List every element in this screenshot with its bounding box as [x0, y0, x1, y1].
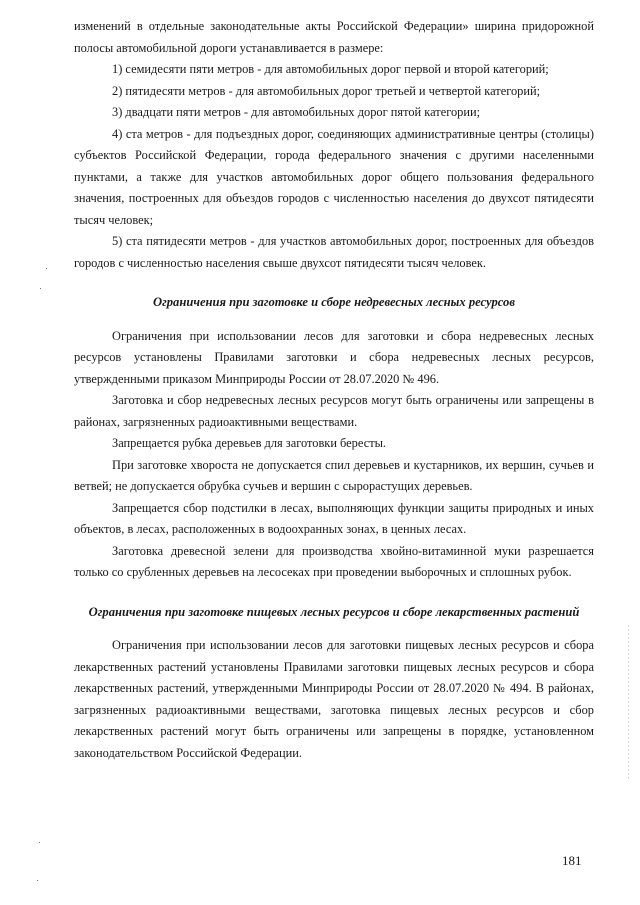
list-item-1: 1) семидесяти пяти метров - для автомобильных дорог первой и второй категорий;: [112, 62, 549, 76]
section-heading-non-timber: Ограничения при заготовке и сборе недревесных лесных ресурсов: [153, 295, 515, 309]
list-item-4: 4) ста метров - для подъездных дорог, соединяющих административные центры (столицы) субъектов Российской Федерации, города федерального значения с другими населенными пунктами, а также для участков автомобильных дорог общего пользования федерального значения, построенных для объездов городов с численностью населения до двухсот пятидесяти тысяч человек;: [74, 126, 594, 227]
scan-speck: [46, 268, 47, 269]
paragraph: При заготовке хвороста не допускается спил деревьев и кустарников, их вершин, сучьев и ветвей; не допускается обрубка сучьев и вершин с сырорастущих деревьев.: [74, 457, 594, 493]
section-heading-food-resources: Ограничения при заготовке пищевых лесных ресурсов и сборе лекарственных растений: [88, 604, 580, 619]
scan-speck: [40, 288, 41, 289]
paragraph: Заготовка древесной зелени для производства хвойно-витаминной муки разрешается только со срубленных деревьев на лесосеках при проведении выборочных и сплошных рубок.: [74, 543, 594, 579]
list-item-5: 5) ста пятидесяти метров - для участков автомобильных дорог, построенных для объездов городов с численностью населения свыше двухсот пятидесяти тысяч человек.: [74, 234, 594, 270]
paragraph: Запрещается рубка деревьев для заготовки бересты.: [112, 436, 387, 450]
paragraph: Заготовка и сбор недревесных лесных ресурсов могут быть ограничены или запрещены в районах, загрязненных радиоактивными веществами.: [74, 393, 594, 429]
list-item-2: 2) пятидесяти метров - для автомобильных дорог третьей и четвертой категорий;: [112, 83, 541, 98]
paragraph: Ограничения при использовании лесов для заготовки пищевых лесных ресурсов и сбора лекарственных растений установлены Правилами заготовки пищевых лесных ресурсов и сбора лекарственных растений, утвержденными Минприроды России от 28.07.2020 № 494. В районах, загрязненных радиоактивными веществами, заготовка пищевых лесных ресурсов и сбор лекарственных растений могут быть ограничены или запрещены в порядке, установленном законодательством Российской Федерации.: [74, 638, 594, 760]
scan-speck: [37, 880, 38, 881]
scan-speck: [39, 842, 40, 843]
paragraph: Ограничения при использовании лесов для заготовки и сбора недревесных лесных ресурсов установлены Правилами заготовки и сбора недревесных лесных ресурсов, утвержденными приказом Минприроды России от 28.07.2020 № 496.: [74, 328, 594, 386]
page-number: 181: [562, 853, 582, 868]
scan-edge-mark: [628, 625, 629, 780]
paragraph-intro: изменений в отдельные законодательные акты Российской Федерации» ширина придорожной полосы автомобильной дороги устанавливается в размере:: [74, 19, 594, 55]
page-content: [74, 16, 594, 764]
paragraph: Запрещается сбор подстилки в лесах, выполняющих функции защиты природных и иных объектов, в лесах, расположенных в водоохранных зонах, в ценных лесах.: [74, 500, 594, 536]
list-item-3: 3) двадцати пяти метров - для автомобильных дорог пятой категории;: [112, 105, 481, 119]
